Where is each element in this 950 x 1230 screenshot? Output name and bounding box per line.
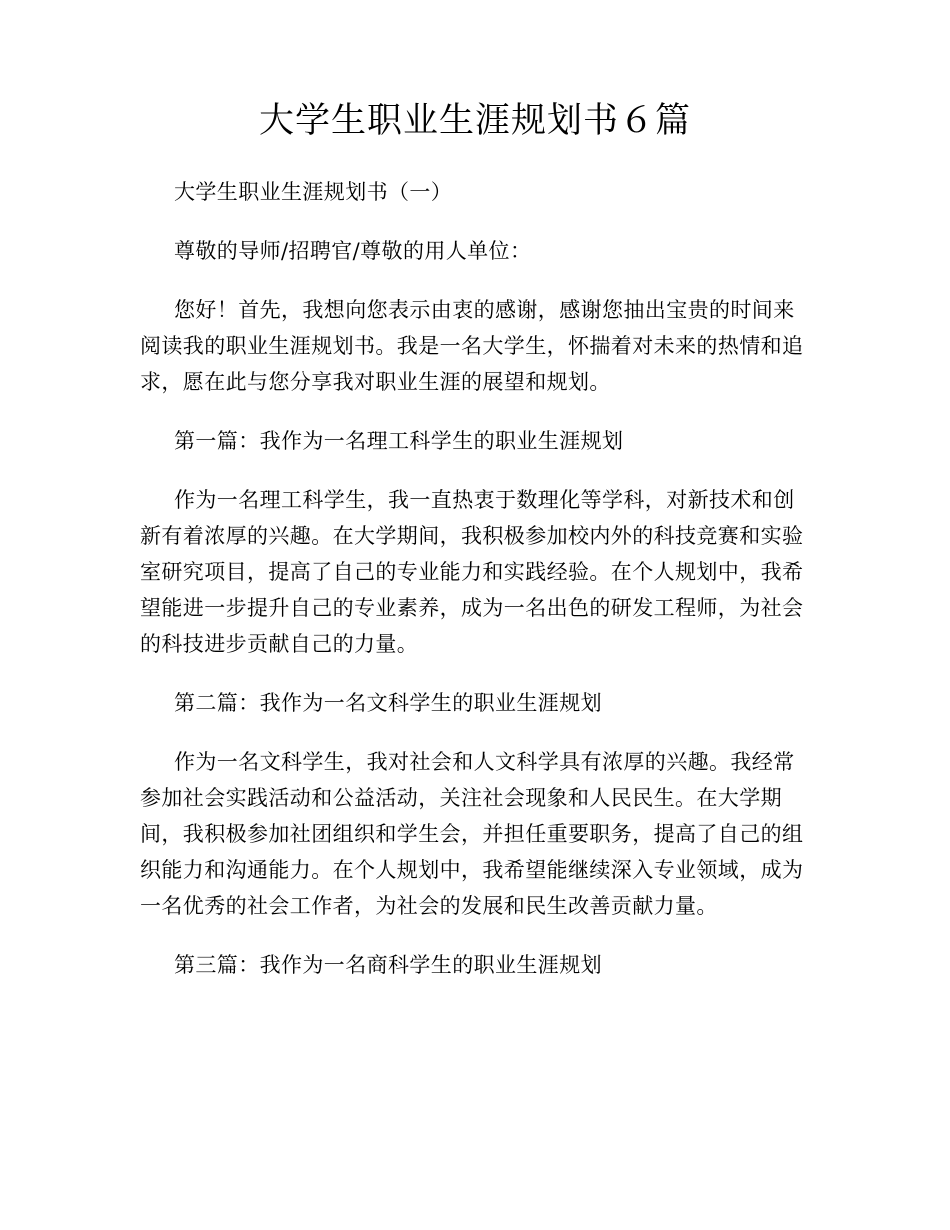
salutation: 尊敬的导师/招聘官/尊敬的用人单位：: [174, 239, 532, 263]
intro-paragraph: 您好！首先，我想向您表示由衷的感谢，感谢您抽出宝贵的时间来阅读我的职业生涯规划书。我是一名大学生，怀揣着对未来的热情和追求，愿在此与您分享我对职业生涯的展望和规划。: [140, 298, 804, 394]
document-title: 大学生职业生涯规划书６篇: [258, 101, 691, 141]
section-heading-1: 大学生职业生涯规划书（一）: [174, 180, 453, 204]
chapter-paragraph-2: 作为一名文科学生，我对社会和人文科学具有浓厚的兴趣。我经常参加社会实践活动和公益活动，关注社会现象和人民民生。在大学期间，我积极参加社团组织和学生会，并担任重要职务，提高了自己的组织能力和沟通能力。在个人规划中，我希望能继续深入专业领域，成为一名优秀的社会工作者，为社会的发展和民生改善贡献力量。: [140, 750, 804, 918]
chapter-heading-3: 第三篇：我作为一名商科学生的职业生涯规划: [174, 953, 602, 977]
chapter-paragraph-1: 作为一名理工科学生，我一直热衷于数理化等学科，对新技术和创新有着浓厚的兴趣。在大学期间，我积极参加校内外的科技竞赛和实验室研究项目，提高了自己的专业能力和实践经验。在个人规划中，我希望能进一步提升自己的专业素养，成为一名出色的研发工程师，为社会的科技进步贡献自己的力量。: [140, 488, 804, 656]
document-body: [140, 174, 810, 1006]
chapter-heading-1: 第一篇：我作为一名理工科学生的职业生涯规划: [174, 429, 624, 453]
chapter-heading-2: 第二篇：我作为一名文科学生的职业生涯规划: [174, 691, 602, 715]
